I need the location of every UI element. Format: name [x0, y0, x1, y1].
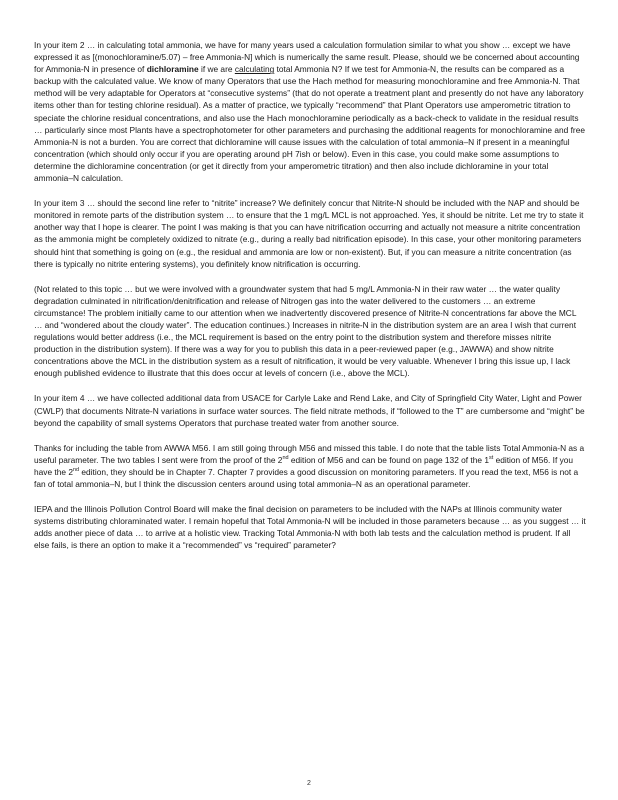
- paragraph-text-run: In your item 4 … we have collected additional data from USACE for Carlyle Lake and Rend Lake, and City of Springfield City Water, Light and Power (CWLP) that documents Nitrate-N variations in surface water sources. The field nitrate methods, if “followed to the T” are cumbersome and “might” be beyond the capability of small systems Operators that purchase treated water from another source.: [34, 393, 585, 428]
- paragraph-text-run: edition of M56 and can be found on page 132 of the 1: [288, 454, 489, 465]
- paragraph-p4: [34, 392, 586, 428]
- paragraph-p3: [34, 283, 586, 380]
- paragraph-text-run: dichloramine: [146, 64, 199, 75]
- paragraph-p2: [34, 197, 586, 270]
- letter-body: [34, 39, 586, 564]
- paragraph-text-run: edition of M56. If you have the 2: [34, 454, 574, 477]
- paragraph-p6: [34, 503, 586, 551]
- paragraph-p1: [34, 39, 586, 184]
- page-number: 2: [307, 780, 311, 787]
- paragraph-text-run: edition, they should be in Chapter 7. Chapter 7 provides a good discussion on monitoring parameters. If you read the text, M56 is not a fan of total ammonia–N, but I think the discussion centers around using total ammonia–N as an operational parameter.: [34, 466, 579, 489]
- paragraph-text-run: In your item 2 … in calculating total ammonia, we have for many years used a calculation formulation similar to what you show … except we have expressed it as [(monochloramine/5.07) – free Ammonia-N] which is numerically the same result. Please, should we be concerned about accounting for Ammonia-N in presence of: [34, 40, 580, 75]
- paragraph-text-run: total Ammonia N? If we test for Ammonia-N, the results can be compared as a backup with the calculated value. We know of many Operators that use the Hach method for measuring monochloramine and free Ammonia-N. That method will be very adaptable for Operators at “consecutive systems” (that do not operate a treatment plant and presently do not have any laboratory items other than for testing chlorine residual). As a matter of practice, we typically “recommend” that Plant Operators use amperometric titration to speciate the chlorine residual concentrations, and also use the Hach monochloramine periodically as a back-check to validate in the residual results … particularly since most Plants have a spectrophotometer for other parameters and purchasing the additional reagents for monochloramine and free Ammonia-N is not a burden. You are correct that dichloramine will cause issues with the calculation of total ammonia–N if present in a meaningful concentration (which should only occur if you are operating around pH 7ish or below). Even in this case, you could make some assumptions to determine the dichloramine concentration (or get it directly from your amperometric titration) and then also include dichloramine in your total ammonia–N calculation.: [34, 64, 585, 184]
- paragraph-text-run: In your item 3 … should the second line refer to “nitrite” increase? We definitely concur that Nitrite-N should be included with the NAP and should be monitored in remote parts of the distribution system … to ensure that the 1 mg/L MCL is not approached. Yes, it should be nitrite. Let me try to state it another way that I hope is clearer. The point I was making is that you can have nitrification occurring and actually not measure a nitrite concentration as the ammonia might be completely oxidized to nitrate (e.g., during a really bad nitrification episode). In this case, your other monitoring parameters should hint that something is going on (e.g., the residual and ammonia are low or non-existent). But, if you can measure a nitrite concentration (as there is typically no nitrite entering systems), you definitely know nitrification is occurring.: [34, 198, 584, 269]
- paragraph-text-run: nd: [282, 455, 289, 462]
- paragraph-text-run: if we are: [198, 64, 235, 75]
- paragraph-text-run: st: [489, 455, 494, 462]
- paragraph-text-run: nd: [72, 467, 80, 474]
- paragraph-text-run: calculating: [234, 64, 275, 75]
- paragraph-text-run: Thanks for including the table from AWWA M56. I am still going through M56 and missed this table. I do note that the table lists Total Ammonia-N as a useful parameter. The two tables I sent were from the proof of the 2: [34, 442, 585, 465]
- paragraph-text-run: (Not related to this topic … but we were involved with a groundwater system that had 5 mg/L Ammonia-N in their raw water … the water quality degradation culminated in nitrification/denitrification and release of Nitrogen gas into the water delivered to the customers … an extreme circumstance! The problem initially came to our attention when we inadvertently discovered presence of Nitrite-N concentrations far above the MCL … and “wondered about the cloudy water”. The education continues.) Increases in nitrite-N in the distribution system are an area I wish that current regulations would better address (i.e., the MCL requirement is based on the entry point to the distribution system and therefore misses nitrite production in the distribution system). If there was a way for you to publish this data in a peer-reviewed paper (e.g., JAWWA) and show nitrite concentrations above the MCL in the distribution system as a result of nitrification, it would be very valuable. Whenever I bring this issue up, I lack enough published evidence to illustrate that this does occur at levels of concern (i.e., above the MCL).: [34, 283, 577, 379]
- paragraph-p5: [34, 442, 586, 490]
- paragraph-text-run: IEPA and the Illinois Pollution Control Board will make the final decision on parameters to be included with the NAPs at Illinois community water systems distributing chloraminated water. I remain hopeful that Total Ammonia-N will be included in those parameters because … as you suggest … it adds another piece of data … to arrive at a holistic view. Tracking Total Ammonia-N with both lab tests and the calculation method is prudent. If all else fails, is there an option to make it a “recommended” vs “required” parameter?: [34, 504, 586, 551]
